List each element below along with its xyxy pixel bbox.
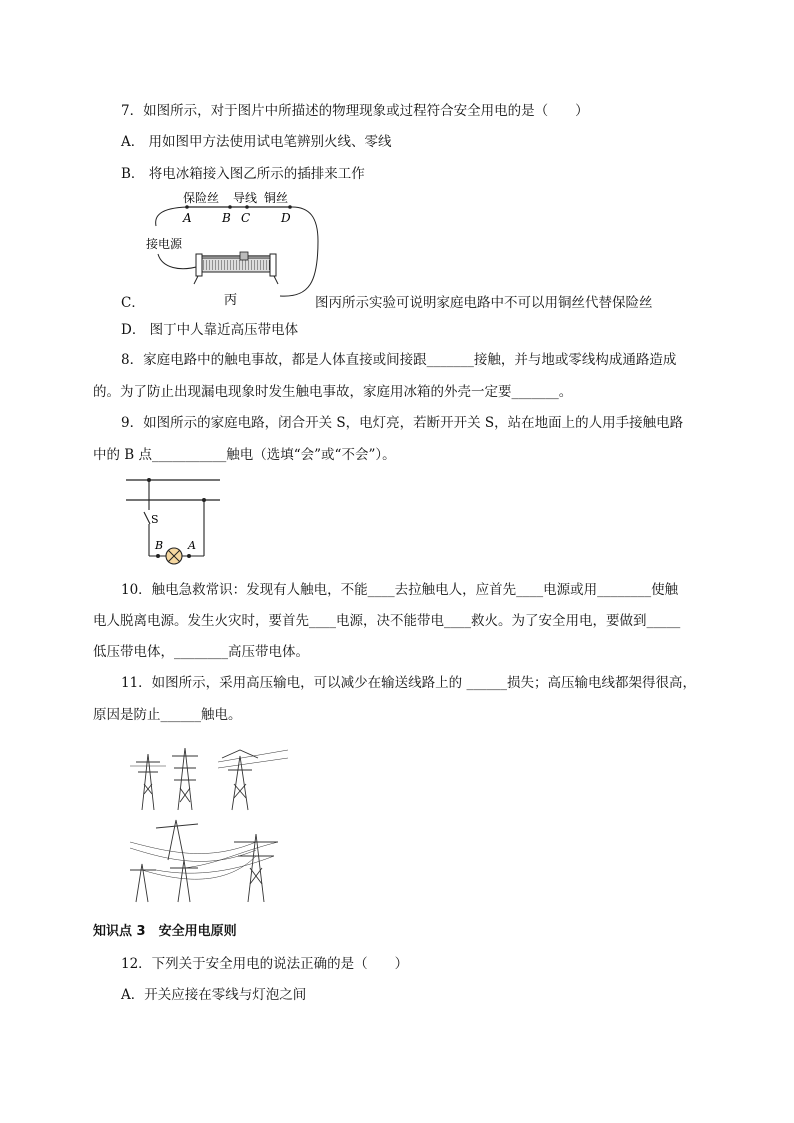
point-a-label: A [183,211,192,225]
q9-line-1: 9．如图所示的家庭电路，闭合开关 S，电灯亮，若断开开关 S，站在地面上的人用手接触电路 [121,415,684,431]
point-c-label: C [241,211,251,225]
switch-label: S [151,513,159,526]
point-b-label: B [222,211,231,225]
power-label: 接电源 [146,237,183,251]
q11-line-2: 原因是防止______触电。 [93,707,242,723]
q7-option-a: A． 用如图甲方法使用试电笔辨别火线、零线 [121,134,392,150]
q7-option-d: D． 图丁中人靠近高压带电体 [121,322,299,338]
fuse-experiment-figure [140,186,320,312]
point-b-label: B [155,539,164,552]
q7-option-c-label: C． [121,295,145,311]
q10-line-3: 低压带电体，________高压带电体。 [93,644,309,660]
figure-caption-bing: 丙 [224,293,238,308]
point-a-label: A [188,539,196,552]
q7-option-c-text: 图丙所示实验可说明家庭电路中不可以用铜丝代替保险丝 [315,295,653,311]
q11-line-1: 11．如图所示，采用高压输电，可以减少在输送线路上的 ______损失；高压输电线都架得很高， [121,675,696,691]
household-circuit-figure [120,472,230,572]
q7-option-b: B． 将电冰箱接入图乙所示的插排来工作 [121,166,365,182]
q10-line-1: 10．触电急救常识：发现有人触电，不能____去拉触电人，应首先____电源或用________使触 [121,582,679,598]
wire-label: 导线 [233,191,258,205]
section-heading: 知识点 3 安全用电原则 [93,924,237,939]
power-lines-figure [128,744,290,906]
q7-stem: 7．如图所示，对于图片中所描述的物理现象或过程符合安全用电的是（ ） [121,103,589,119]
q8-line-2: 的。为了防止出现漏电现象时发生触电事故，家庭用冰箱的外壳一定要_______。 [93,384,573,400]
q8-line-1: 8．家庭电路中的触电事故，都是人体直接或间接跟_______接触，并与地或零线构成通路造成 [121,352,677,368]
q12-option-a: A．开关应接在零线与灯泡之间 [121,987,307,1003]
point-d-label: D [281,211,291,225]
q12-stem: 12．下列关于安全用电的说法正确的是（ ） [121,956,409,972]
q9-line-2: 中的 B 点___________触电（选填“会”或“不会”）。 [93,447,396,463]
q10-line-2: 电人脱离电源。发生火灾时，要首先____电源，决不能带电____救火。为了安全用电，要做到_____ [93,613,681,629]
copper-label: 铜丝 [264,191,289,205]
fuse-label: 保险丝 [183,191,220,205]
